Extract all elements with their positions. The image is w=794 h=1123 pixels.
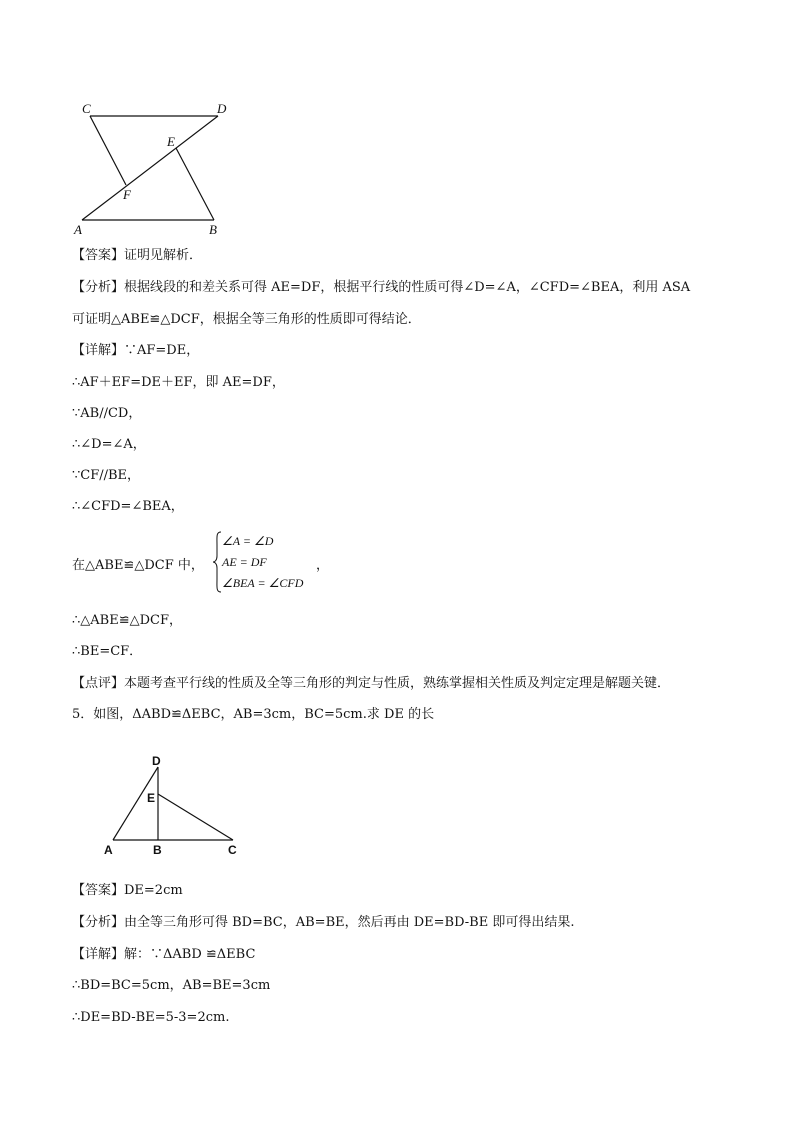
segment-AD xyxy=(82,116,218,220)
label-C: C xyxy=(82,101,91,116)
label-E: E xyxy=(147,791,156,805)
question-5: 5．如图，ΔABD≌ΔEBC，AB=3cm，BC=5cm.求 DE 的长 xyxy=(72,707,435,722)
label-A: A xyxy=(104,843,113,857)
system-comma: ， xyxy=(316,558,330,573)
detail-line-7: ∴△ABE≌△DCF， xyxy=(72,613,182,628)
detail-line-10: ∴BD=BC=5cm，AB=BE=3cm xyxy=(72,978,271,993)
detail-line-11: ∴DE=BD-BE=5-3=2cm. xyxy=(72,1010,230,1025)
segment-EC xyxy=(158,794,233,840)
detail-line-1: 【详解】∵AF=DE， xyxy=(72,343,200,358)
detail-line-9: 【详解】解：∵ΔABD ≌ΔEBC xyxy=(72,947,256,962)
condition-2: AE = DF xyxy=(222,555,267,569)
geometry-figure-1 xyxy=(70,98,260,238)
answer-line-2: 【答案】DE=2cm xyxy=(72,883,183,898)
segment-CF xyxy=(90,116,126,185)
system-label: 在△ABE≌△DCF 中， xyxy=(72,558,204,573)
detail-line-4: ∴∠D=∠A， xyxy=(72,437,146,452)
analysis-line-3: 【分析】由全等三角形可得 BD=BC，AB=BE，然后再由 DE=BD-BE 即可得出结果. xyxy=(72,915,575,930)
geometry-figure-2 xyxy=(100,752,250,862)
detail-line-3: ∵AB//CD， xyxy=(72,406,142,421)
label-B: B xyxy=(153,843,162,857)
label-D: D xyxy=(217,101,227,116)
label-F: F xyxy=(123,187,131,202)
segment-EB xyxy=(176,148,214,220)
condition-1: ∠A = ∠D xyxy=(222,534,274,548)
analysis-line-2: 可证明△ABE≌△DCF，根据全等三角形的性质即可得结论． xyxy=(72,312,421,327)
condition-list xyxy=(222,531,303,594)
analysis-line-1: 【分析】根据线段的和差关系可得 AE=DF，根据平行线的性质可得∠D=∠A，∠CFD=∠BEA，利用 ASA xyxy=(72,280,691,295)
detail-line-2: ∴AF＋EF=DE＋EF，即 AE=DF， xyxy=(72,375,285,390)
detail-line-8: ∴BE=CF． xyxy=(72,644,143,659)
label-D: D xyxy=(152,754,161,768)
detail-line-5: ∵CF//BE， xyxy=(72,468,141,483)
label-B: B xyxy=(209,222,217,237)
label-C: C xyxy=(228,843,237,857)
detail-line-6: ∴∠CFD=∠BEA， xyxy=(72,499,184,514)
comment-line: 【点评】本题考查平行线的性质及全等三角形的判定与性质，熟练掌握相关性质及判定定理是解题关键． xyxy=(72,676,671,691)
label-E: E xyxy=(167,134,175,149)
answer-line-1: 【答案】证明见解析． xyxy=(72,248,203,263)
label-A: A xyxy=(74,222,82,237)
left-brace-icon xyxy=(212,531,222,593)
condition-3: ∠BEA = ∠CFD xyxy=(222,576,304,590)
